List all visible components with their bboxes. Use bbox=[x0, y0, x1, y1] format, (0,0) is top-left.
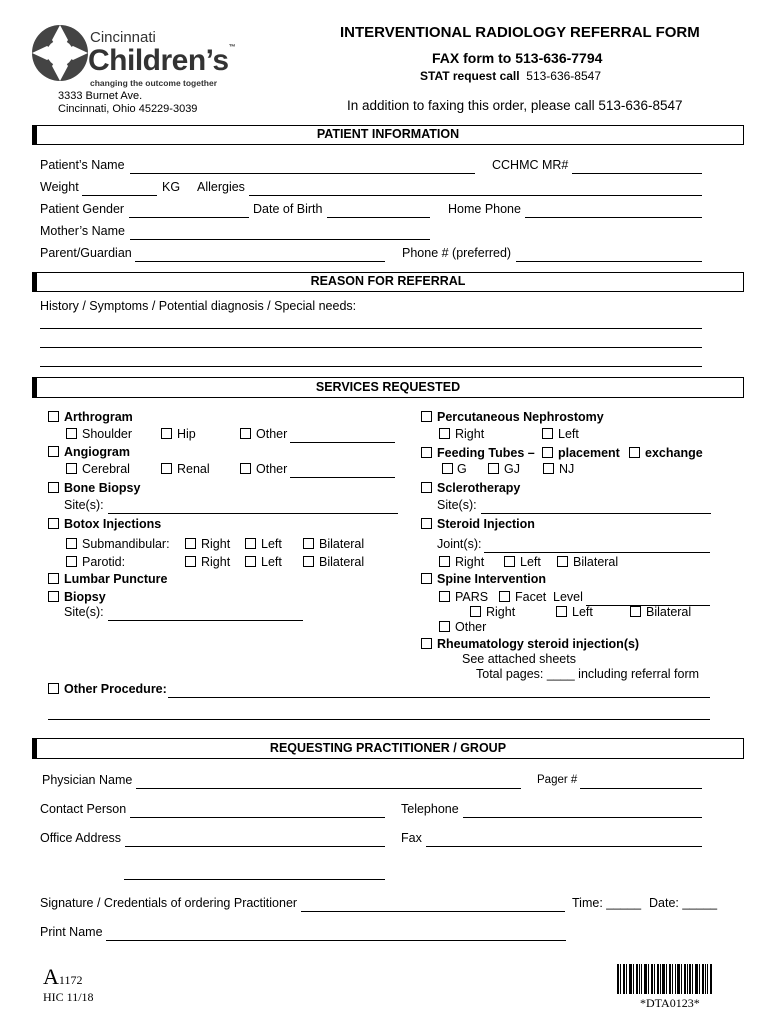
logo-tagline: changing the outcome together bbox=[90, 78, 218, 88]
steroid-right-label: Right bbox=[455, 555, 485, 569]
lumbar-label: Lumbar Puncture bbox=[64, 572, 168, 586]
hip-label: Hip bbox=[177, 427, 196, 441]
arthro-other-checkbox[interactable] bbox=[240, 428, 251, 439]
parotid-checkbox[interactable] bbox=[66, 556, 77, 567]
logo-main-text bbox=[88, 44, 235, 78]
neph-left-label: Left bbox=[558, 427, 579, 441]
exchange-label: exchange bbox=[645, 446, 703, 460]
g-label: G bbox=[457, 462, 467, 476]
facet-checkbox[interactable] bbox=[499, 591, 510, 602]
neph-right-label: Right bbox=[455, 427, 485, 441]
cerebral-label: Cerebral bbox=[82, 462, 130, 476]
nj-label: NJ bbox=[559, 462, 575, 476]
hip-checkbox[interactable] bbox=[161, 428, 172, 439]
phone-pref-label: Phone # (preferred) bbox=[402, 246, 512, 260]
telephone-label: Telephone bbox=[401, 802, 459, 816]
spine-label: Spine Intervention bbox=[437, 572, 547, 586]
allergies-field[interactable] bbox=[249, 180, 702, 196]
history-line-1[interactable] bbox=[40, 328, 702, 329]
office-line-2[interactable] bbox=[124, 879, 385, 880]
see-sheets-text: See attached sheets bbox=[462, 652, 576, 666]
physician-label: Physician Name bbox=[42, 773, 133, 787]
arthro-other-field[interactable] bbox=[290, 427, 395, 443]
bone-biopsy-sites-label: Site(s): bbox=[64, 498, 104, 512]
steroid-right-checkbox[interactable] bbox=[439, 556, 450, 567]
spine-other-label: Other bbox=[455, 620, 487, 634]
home-phone-field[interactable] bbox=[525, 202, 702, 218]
other-procedure-checkbox[interactable] bbox=[48, 683, 59, 694]
weight-field[interactable] bbox=[82, 180, 157, 196]
parotid-right-checkbox[interactable] bbox=[185, 556, 196, 567]
reason-title: REASON FOR REFERRAL bbox=[310, 274, 466, 288]
shoulder-checkbox[interactable] bbox=[66, 428, 77, 439]
angiogram-label: Angiogram bbox=[64, 445, 130, 459]
office-field[interactable] bbox=[125, 831, 385, 847]
history-line-2[interactable] bbox=[40, 347, 702, 348]
botox-label: Botox Injections bbox=[64, 517, 162, 531]
steroid-left-label: Left bbox=[520, 555, 541, 569]
angio-other-field[interactable] bbox=[290, 462, 395, 478]
cerebral-checkbox[interactable] bbox=[66, 463, 77, 474]
home-phone-label: Home Phone bbox=[448, 202, 521, 216]
parotid-bilateral-label: Bilateral bbox=[319, 555, 365, 569]
office-label: Office Address bbox=[40, 831, 122, 845]
angiogram-checkbox[interactable] bbox=[48, 446, 59, 457]
submand-right-label: Right bbox=[201, 537, 231, 551]
steroid-label: Steroid Injection bbox=[437, 517, 535, 531]
physician-field[interactable] bbox=[136, 773, 521, 789]
barcode-icon bbox=[617, 964, 712, 994]
angio-other-label: Other bbox=[256, 462, 288, 476]
feeding-checkbox[interactable] bbox=[421, 447, 432, 458]
history-label: History / Symptoms / Potential diagnosis / Special needs: bbox=[40, 299, 357, 313]
g-checkbox[interactable] bbox=[442, 463, 453, 474]
print-name-label: Print Name bbox=[40, 925, 103, 939]
steroid-bilateral-label: Bilateral bbox=[573, 555, 619, 569]
placement-label: placement bbox=[558, 446, 620, 460]
weight-label: Weight bbox=[40, 180, 79, 194]
biopsy-checkbox[interactable] bbox=[48, 591, 59, 602]
contact-label: Contact Person bbox=[40, 802, 127, 816]
gj-checkbox[interactable] bbox=[488, 463, 499, 474]
sclerotherapy-label: Sclerotherapy bbox=[437, 481, 521, 495]
renal-checkbox[interactable] bbox=[161, 463, 172, 474]
renal-label: Renal bbox=[177, 462, 210, 476]
submand-bilateral-label: Bilateral bbox=[319, 537, 365, 551]
spine-right-label: Right bbox=[486, 605, 516, 619]
neph-right-checkbox[interactable] bbox=[439, 428, 450, 439]
steroid-bilateral-checkbox[interactable] bbox=[557, 556, 568, 567]
date-label[interactable]: Date: _____ bbox=[649, 896, 718, 910]
pars-label: PARS bbox=[455, 590, 489, 604]
rheum-checkbox[interactable] bbox=[421, 638, 432, 649]
bone-biopsy-checkbox[interactable] bbox=[48, 482, 59, 493]
services-heading bbox=[32, 377, 744, 398]
sclerotherapy-checkbox[interactable] bbox=[421, 482, 432, 493]
submand-bilateral-checkbox[interactable] bbox=[303, 538, 314, 549]
reason-heading bbox=[32, 272, 744, 292]
neph-left-checkbox[interactable] bbox=[542, 428, 553, 439]
bone-biopsy-sites-field[interactable] bbox=[108, 498, 398, 514]
practitioner-heading bbox=[32, 738, 744, 759]
logo bbox=[30, 20, 236, 90]
call-note: In addition to faxing this order, please call 513-636-8547 bbox=[347, 98, 683, 113]
patient-info-heading bbox=[32, 125, 744, 145]
practitioner-title: REQUESTING PRACTITIONER / GROUP bbox=[269, 741, 507, 755]
patient-name-field[interactable] bbox=[130, 158, 475, 174]
barcode bbox=[617, 964, 712, 994]
spine-checkbox[interactable] bbox=[421, 573, 432, 584]
guardian-label: Parent/Guardian bbox=[40, 246, 132, 260]
pars-checkbox[interactable] bbox=[439, 591, 450, 602]
spine-other-checkbox[interactable] bbox=[439, 621, 450, 632]
contact-field[interactable] bbox=[130, 802, 385, 818]
shoulder-label: Shoulder bbox=[82, 427, 133, 441]
submandibular-label: Submandibular: bbox=[82, 537, 170, 551]
pager-label: Pager # bbox=[537, 774, 578, 786]
stat-number: 513-636-8547 bbox=[526, 69, 601, 83]
spine-right-checkbox[interactable] bbox=[470, 606, 481, 617]
joints-label: Joint(s): bbox=[437, 537, 482, 551]
mother-field[interactable] bbox=[130, 224, 430, 240]
biopsy-label: Biopsy bbox=[64, 590, 106, 604]
parotid-bilateral-checkbox[interactable] bbox=[303, 556, 314, 567]
sclero-sites-field[interactable] bbox=[481, 498, 711, 514]
sclero-sites-label: Site(s): bbox=[437, 498, 477, 512]
fax-label: Fax bbox=[401, 831, 422, 845]
dob-label: Date of Birth bbox=[253, 202, 323, 216]
botox-checkbox[interactable] bbox=[48, 518, 59, 529]
lumbar-checkbox[interactable] bbox=[48, 573, 59, 584]
gj-label: GJ bbox=[504, 462, 520, 476]
form-number: 1172 bbox=[58, 973, 83, 987]
logo-tm: ™ bbox=[228, 44, 236, 51]
history-line-3[interactable] bbox=[40, 366, 702, 367]
submandibular-checkbox[interactable] bbox=[66, 538, 77, 549]
level-field[interactable] bbox=[586, 590, 710, 606]
joints-field[interactable] bbox=[484, 537, 710, 553]
nephrostomy-checkbox[interactable] bbox=[421, 411, 432, 422]
address-line-2: Cincinnati, Ohio 45229-3039 bbox=[58, 103, 198, 115]
biopsy-sites-field[interactable] bbox=[108, 605, 303, 621]
submand-left-label: Left bbox=[261, 537, 282, 551]
steroid-checkbox[interactable] bbox=[421, 518, 432, 529]
angio-other-checkbox[interactable] bbox=[240, 463, 251, 474]
nj-checkbox[interactable] bbox=[543, 463, 554, 474]
exchange-checkbox[interactable] bbox=[629, 447, 640, 458]
print-name-field[interactable] bbox=[106, 925, 566, 941]
spine-bilateral-checkbox[interactable] bbox=[630, 606, 641, 617]
mother-label: Mother’s Name bbox=[40, 224, 125, 238]
feeding-label: Feeding Tubes – bbox=[437, 446, 535, 460]
logo-top-text: Cincinnati bbox=[90, 29, 156, 46]
parotid-label: Parotid: bbox=[82, 555, 126, 569]
time-label[interactable]: Time: _____ bbox=[572, 896, 642, 910]
phone-pref-field[interactable] bbox=[516, 246, 702, 262]
facet-label: Facet bbox=[515, 590, 547, 604]
spine-left-label: Left bbox=[572, 605, 593, 619]
parotid-left-label: Left bbox=[261, 555, 282, 569]
other-procedure-line-2[interactable] bbox=[48, 719, 710, 720]
kg-label: KG bbox=[162, 180, 181, 194]
arthrogram-checkbox[interactable] bbox=[48, 411, 59, 422]
logo-mark-icon bbox=[30, 20, 90, 86]
services-title: SERVICES REQUESTED bbox=[315, 380, 461, 394]
dob-field[interactable] bbox=[327, 202, 430, 218]
hic-code: HIC 11/18 bbox=[43, 990, 94, 1004]
biopsy-sites-label: Site(s): bbox=[64, 605, 104, 619]
spine-left-checkbox[interactable] bbox=[556, 606, 567, 617]
mr-label: CCHMC MR# bbox=[492, 158, 569, 172]
patient-name-label: Patient’s Name bbox=[40, 158, 125, 172]
total-pages-text: Total pages: ____ including referral form bbox=[476, 667, 700, 681]
pager-field[interactable] bbox=[580, 773, 702, 789]
arthrogram-label: Arthrogram bbox=[64, 410, 133, 424]
placement-checkbox[interactable] bbox=[542, 447, 553, 458]
other-procedure-label: Other Procedure: bbox=[64, 682, 167, 696]
parotid-left-checkbox[interactable] bbox=[245, 556, 256, 567]
form-id bbox=[43, 964, 82, 990]
submand-left-checkbox[interactable] bbox=[245, 538, 256, 549]
stat-label: STAT request call bbox=[420, 69, 520, 83]
logo-main-word: Children’s bbox=[88, 44, 229, 77]
stat-line bbox=[420, 69, 601, 83]
spine-bilateral-label: Bilateral bbox=[646, 605, 692, 619]
guardian-field[interactable] bbox=[135, 246, 385, 262]
telephone-field[interactable] bbox=[463, 802, 702, 818]
mr-field[interactable] bbox=[572, 158, 702, 174]
allergies-label: Allergies bbox=[197, 180, 245, 194]
nephrostomy-label: Percutaneous Nephrostomy bbox=[437, 410, 604, 424]
gender-field[interactable] bbox=[129, 202, 249, 218]
patient-info-title: PATIENT INFORMATION bbox=[316, 127, 460, 141]
submand-right-checkbox[interactable] bbox=[185, 538, 196, 549]
form-title: INTERVENTIONAL RADIOLOGY REFERRAL FORM bbox=[340, 24, 700, 41]
arthro-other-label: Other bbox=[256, 427, 288, 441]
fax-field[interactable] bbox=[426, 831, 702, 847]
fax-line: FAX form to 513-636-7794 bbox=[432, 50, 603, 66]
steroid-left-checkbox[interactable] bbox=[504, 556, 515, 567]
signature-label: Signature / Credentials of ordering Practitioner bbox=[40, 896, 298, 910]
parotid-right-label: Right bbox=[201, 555, 231, 569]
other-procedure-field[interactable] bbox=[168, 682, 710, 698]
gender-label: Patient Gender bbox=[40, 202, 125, 216]
address-line-1: 3333 Burnet Ave. bbox=[58, 90, 143, 102]
bone-biopsy-label: Bone Biopsy bbox=[64, 481, 141, 495]
barcode-text: *DTA0123* bbox=[640, 996, 700, 1010]
form-letter: A bbox=[43, 964, 59, 989]
level-label: Level bbox=[553, 590, 583, 604]
signature-field[interactable] bbox=[301, 896, 565, 912]
rheum-label: Rheumatology steroid injection(s) bbox=[437, 637, 640, 651]
